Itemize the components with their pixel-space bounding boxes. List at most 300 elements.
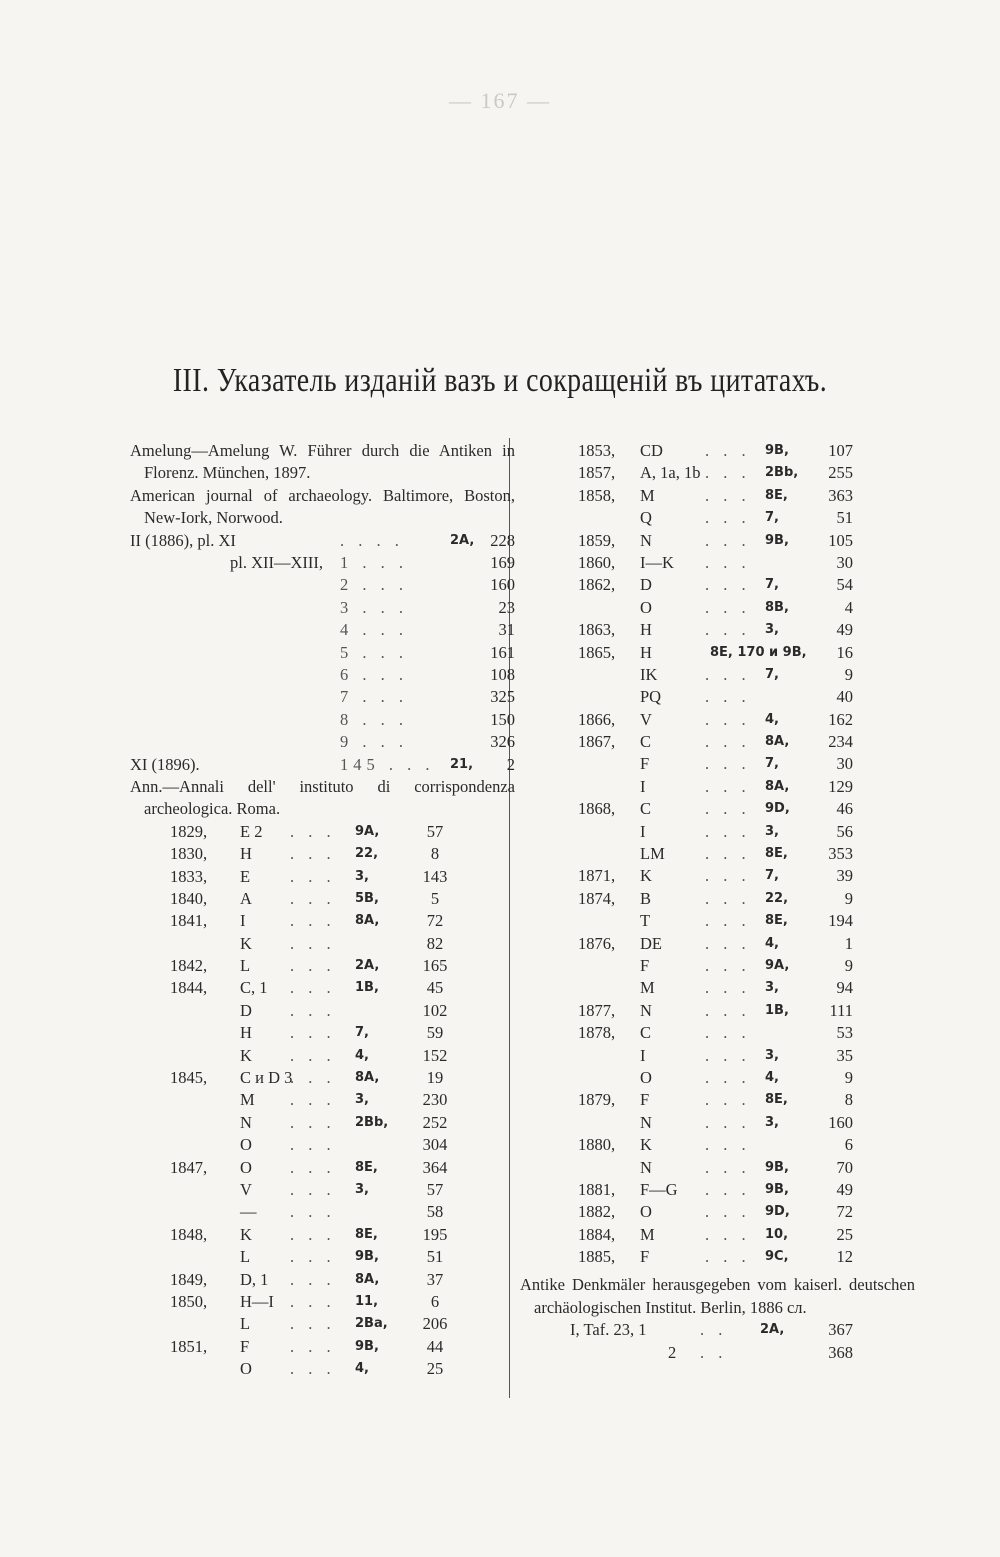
reference-number: 194 bbox=[828, 911, 853, 931]
plate: O bbox=[240, 1157, 252, 1177]
leader-dots: . . . bbox=[705, 821, 751, 841]
reference-code: 3, bbox=[765, 622, 779, 638]
year: 1845, bbox=[170, 1068, 208, 1088]
reference-code: 10, bbox=[765, 1226, 789, 1242]
table-row bbox=[130, 955, 515, 977]
leader-dots: . . . bbox=[290, 1314, 336, 1334]
reference-number: 25 bbox=[836, 1224, 853, 1244]
reference-number: 6 bbox=[430, 1291, 440, 1311]
reference-number: 206 bbox=[422, 1314, 448, 1334]
leader-dots: . . . bbox=[705, 1157, 751, 1177]
figure-number: . . . . bbox=[340, 530, 404, 550]
leader-dots: . . . bbox=[705, 1247, 751, 1267]
table-row bbox=[130, 574, 515, 596]
figure-number: 3 . . . bbox=[340, 597, 408, 617]
leader-dots: . . . bbox=[290, 978, 336, 998]
table-row bbox=[130, 1224, 515, 1246]
table-row bbox=[130, 709, 515, 731]
reference-code: 9B, bbox=[765, 443, 789, 458]
reference-code: 9D, bbox=[765, 1204, 790, 1220]
table-row bbox=[520, 1134, 915, 1156]
plate: K bbox=[240, 1045, 252, 1065]
table-row bbox=[520, 1022, 915, 1044]
plate: O bbox=[640, 1202, 652, 1222]
year: 1876, bbox=[578, 933, 616, 953]
plate: D bbox=[240, 1000, 252, 1020]
year: 1851, bbox=[170, 1336, 208, 1356]
leader-dots: . . . bbox=[705, 508, 751, 528]
plate: L bbox=[240, 956, 251, 976]
reference-code: 3, bbox=[765, 980, 779, 996]
plate: F bbox=[640, 1090, 650, 1110]
reference-code: 9B, bbox=[765, 1181, 789, 1197]
leader-dots: . . . bbox=[290, 1135, 336, 1155]
year: 1857, bbox=[578, 463, 616, 483]
table-row bbox=[130, 1269, 515, 1291]
reference-number: 44 bbox=[426, 1336, 444, 1356]
table-row bbox=[520, 1319, 915, 1341]
reference-number: 304 bbox=[422, 1135, 448, 1155]
table-row bbox=[130, 1291, 515, 1313]
leader-dots: . . . bbox=[290, 933, 336, 953]
reference-number: 30 bbox=[836, 754, 853, 774]
table-row bbox=[130, 530, 515, 552]
reference-code: 3, bbox=[765, 1114, 779, 1130]
plate: — bbox=[240, 1202, 257, 1222]
leader-dots: . . . bbox=[290, 1269, 336, 1289]
plate: L bbox=[240, 1247, 251, 1267]
reference-code: 22, bbox=[765, 890, 789, 906]
leader-dots: . . . bbox=[705, 1224, 751, 1244]
year: 1858, bbox=[578, 485, 616, 505]
reference-number: 23 bbox=[498, 597, 515, 617]
table-row bbox=[130, 821, 515, 843]
plate: F bbox=[640, 754, 650, 774]
leader-dots: . . . bbox=[705, 597, 751, 617]
plate: V bbox=[640, 709, 652, 729]
plate: K bbox=[640, 1135, 652, 1155]
reference-number: 255 bbox=[828, 463, 853, 483]
year: 1880, bbox=[578, 1135, 616, 1155]
reference-number: 252 bbox=[422, 1112, 448, 1132]
leader-dots: . . . bbox=[290, 866, 336, 886]
reference-number: 51 bbox=[426, 1247, 444, 1267]
reference-number: 161 bbox=[490, 642, 515, 662]
leader-dots: . . . bbox=[705, 1179, 751, 1199]
table-row bbox=[130, 977, 515, 999]
plate: A bbox=[240, 888, 252, 908]
plate: H bbox=[240, 1023, 252, 1043]
table-row bbox=[520, 843, 915, 865]
plate: D bbox=[640, 575, 652, 595]
reference-code: 3, bbox=[355, 1181, 369, 1197]
plate: O bbox=[240, 1359, 252, 1379]
plate: O bbox=[240, 1135, 252, 1155]
year: 1885, bbox=[578, 1247, 616, 1267]
figure-number: 145 . . . bbox=[340, 754, 435, 774]
table-row bbox=[520, 530, 915, 552]
leader-dots: . . . bbox=[705, 955, 751, 975]
reference-number: 59 bbox=[426, 1023, 444, 1043]
reference-code: 5B, bbox=[355, 890, 379, 906]
plate: C bbox=[640, 799, 652, 819]
leader-dots: . . . bbox=[290, 1112, 336, 1132]
reference-code: 8E, 170 и 9B, bbox=[710, 644, 807, 660]
table-row bbox=[130, 1045, 515, 1067]
plate: I—K bbox=[640, 552, 674, 572]
reference-code: 8B, bbox=[765, 599, 789, 615]
leader-dots: . . . bbox=[290, 821, 336, 841]
table-row bbox=[520, 1224, 915, 1246]
leader-dots: . . . bbox=[290, 1023, 336, 1043]
leader-dots: . . . bbox=[705, 1045, 751, 1065]
plate: F bbox=[240, 1336, 250, 1356]
leader-dots: . . . bbox=[705, 485, 751, 505]
plate: N bbox=[240, 1112, 252, 1132]
reference-number: 368 bbox=[828, 1342, 853, 1362]
reference-code: 3, bbox=[765, 1047, 779, 1063]
table-row bbox=[130, 552, 515, 574]
table-row bbox=[520, 910, 915, 932]
reference-code: 8E, bbox=[355, 1159, 378, 1175]
reference-code: 3, bbox=[765, 823, 779, 839]
table-row bbox=[130, 686, 515, 708]
leader-dots: . . . bbox=[705, 754, 751, 774]
plate: K bbox=[640, 866, 652, 886]
plate: A, 1a, 1b bbox=[640, 463, 701, 483]
leader-dots: . . . bbox=[705, 1202, 751, 1222]
reference-number: 49 bbox=[836, 1179, 853, 1199]
leader-dots: . . . bbox=[705, 552, 751, 572]
reference-number: 367 bbox=[828, 1320, 853, 1340]
reference-number: 107 bbox=[828, 441, 853, 460]
table-row bbox=[520, 1000, 915, 1022]
reference-number: 152 bbox=[422, 1045, 448, 1065]
plate: K bbox=[240, 933, 252, 953]
leader-dots: . . . bbox=[290, 1202, 336, 1222]
year: 1878, bbox=[578, 1023, 616, 1043]
plate-label: 2 bbox=[668, 1342, 677, 1362]
table-row bbox=[130, 664, 515, 686]
reference-code: 8A, bbox=[765, 778, 790, 794]
leader-dots: . . . bbox=[705, 664, 751, 684]
table-row bbox=[520, 597, 915, 619]
table-row bbox=[130, 1201, 515, 1223]
reference-code: 1B, bbox=[355, 980, 379, 996]
reference-code: 4, bbox=[765, 1069, 779, 1085]
table-row bbox=[130, 843, 515, 865]
reference-code: 7, bbox=[765, 510, 779, 526]
table-row bbox=[520, 664, 915, 686]
reference-code: 4, bbox=[355, 1361, 369, 1377]
year: 1859, bbox=[578, 530, 616, 550]
leader-dots: . . . bbox=[705, 1000, 751, 1020]
volume-label: XI (1896). bbox=[130, 754, 200, 774]
plate: M bbox=[640, 1224, 655, 1244]
page-number: — 167 — bbox=[449, 88, 551, 113]
table-row bbox=[130, 642, 515, 664]
reference-number: 325 bbox=[490, 687, 515, 707]
reference-number: 9 bbox=[844, 664, 853, 684]
reference-number: 6 bbox=[844, 1135, 853, 1155]
figure-number: 4 . . . bbox=[340, 620, 408, 640]
table-row bbox=[130, 1134, 515, 1156]
table-row bbox=[130, 731, 515, 753]
leader-dots: . . . bbox=[290, 1359, 336, 1379]
table-row bbox=[130, 1358, 515, 1380]
table-row bbox=[130, 1246, 515, 1268]
year: 1874, bbox=[578, 888, 616, 908]
table-row bbox=[520, 1201, 915, 1223]
plate: PQ bbox=[640, 687, 662, 707]
table-row bbox=[520, 1157, 915, 1179]
reference-code: 7, bbox=[765, 756, 779, 772]
plate: I bbox=[240, 911, 246, 931]
table-row bbox=[130, 1022, 515, 1044]
reference-number: 195 bbox=[422, 1224, 448, 1244]
plate: N bbox=[640, 1157, 652, 1177]
table-row bbox=[520, 709, 915, 731]
plate: L bbox=[240, 1314, 251, 1334]
leader-dots: . . . bbox=[705, 732, 751, 752]
left-column bbox=[130, 440, 515, 1381]
reference-number: 19 bbox=[426, 1068, 444, 1088]
reference-number: 363 bbox=[828, 485, 853, 505]
leader-dots: . . bbox=[700, 1342, 728, 1362]
reference-code: 9B, bbox=[355, 1249, 379, 1265]
leader-dots: . . . bbox=[705, 1135, 751, 1155]
reference-number: 9 bbox=[844, 888, 853, 908]
reference-code: 2A, bbox=[355, 958, 380, 974]
leader-dots: . . . bbox=[705, 620, 751, 640]
plate: H bbox=[640, 642, 652, 662]
table-row bbox=[520, 1089, 915, 1111]
year: 1877, bbox=[578, 1000, 616, 1020]
table-row bbox=[520, 686, 915, 708]
year: 1848, bbox=[170, 1224, 208, 1244]
table-row bbox=[130, 619, 515, 641]
reference-number: 234 bbox=[828, 732, 853, 752]
leader-dots: . . . bbox=[290, 1045, 336, 1065]
plate: F bbox=[640, 955, 650, 975]
table-row bbox=[520, 1045, 915, 1067]
reference-number: 40 bbox=[836, 687, 853, 707]
leader-dots: . . . bbox=[705, 866, 751, 886]
annali-entry: Ann.—Annali dell' instituto di corrispondenza archeologica. Roma. bbox=[130, 776, 515, 819]
plate: H—I bbox=[240, 1291, 274, 1311]
reference-number: 9 bbox=[844, 955, 853, 975]
reference-code: 21, bbox=[450, 756, 474, 772]
leader-dots: . . . bbox=[705, 575, 751, 595]
reference-number: 8 bbox=[844, 1090, 853, 1110]
plate: K bbox=[240, 1224, 252, 1244]
plate: N bbox=[640, 1112, 652, 1132]
reference-number: 169 bbox=[490, 553, 515, 573]
reference-number: 70 bbox=[836, 1157, 853, 1177]
table-row bbox=[520, 1246, 915, 1268]
reference-number: 37 bbox=[426, 1269, 444, 1289]
leader-dots: . . . bbox=[705, 844, 751, 864]
reference-code: 9D, bbox=[765, 801, 790, 817]
year: 1840, bbox=[170, 888, 208, 908]
reference-number: 160 bbox=[490, 575, 515, 595]
year: 1833, bbox=[170, 866, 208, 886]
table-row bbox=[130, 1089, 515, 1111]
table-row bbox=[130, 1112, 515, 1134]
reference-code: 11, bbox=[355, 1293, 379, 1309]
reference-number: 82 bbox=[426, 933, 444, 953]
reference-code: 7, bbox=[355, 1025, 369, 1041]
reference-number: 165 bbox=[422, 956, 448, 976]
plate: DE bbox=[640, 933, 662, 953]
leader-dots: . . . bbox=[705, 530, 751, 550]
aja-entry: American journal of archaeology. Baltimore, Boston, New-Iork, Norwood. bbox=[130, 485, 515, 528]
plate: H bbox=[640, 620, 652, 640]
table-row bbox=[130, 1067, 515, 1089]
reference-number: 108 bbox=[490, 664, 515, 684]
plate: F—G bbox=[640, 1179, 678, 1199]
reference-code: 3, bbox=[355, 1092, 369, 1108]
reference-code: 9C, bbox=[765, 1249, 789, 1265]
reference-number: 150 bbox=[490, 709, 515, 729]
table-row bbox=[520, 507, 915, 529]
year: 1867, bbox=[578, 732, 616, 752]
reference-number: 46 bbox=[836, 799, 853, 819]
leader-dots: . . . bbox=[290, 1000, 336, 1020]
year: 1865, bbox=[578, 642, 616, 662]
year: 1847, bbox=[170, 1157, 208, 1177]
reference-code: 9B, bbox=[355, 1338, 379, 1354]
reference-number: 31 bbox=[498, 620, 515, 640]
reference-number: 56 bbox=[836, 821, 853, 841]
plate: IK bbox=[640, 664, 658, 684]
year: 1841, bbox=[170, 911, 208, 931]
year: 1882, bbox=[578, 1202, 616, 1222]
year: 1884, bbox=[578, 1224, 616, 1244]
table-row bbox=[130, 888, 515, 910]
reference-number: 72 bbox=[836, 1202, 853, 1222]
year: 1879, bbox=[578, 1090, 616, 1110]
reference-number: 160 bbox=[828, 1112, 853, 1132]
table-row bbox=[130, 1179, 515, 1201]
leader-dots: . . bbox=[700, 1320, 728, 1340]
year: 1830, bbox=[170, 844, 208, 864]
right-column bbox=[520, 440, 915, 1364]
reference-code: 8E, bbox=[355, 1226, 378, 1242]
plate: C bbox=[640, 1023, 652, 1043]
plate: O bbox=[640, 597, 652, 617]
year: 1881, bbox=[578, 1179, 616, 1199]
reference-number: 111 bbox=[829, 1000, 853, 1020]
table-row bbox=[520, 731, 915, 753]
section-title: III. Указатель изданій вазъ и сокращеній въ цитатахъ. bbox=[172, 362, 828, 399]
reference-number: 102 bbox=[422, 1000, 448, 1020]
year: 1849, bbox=[170, 1269, 208, 1289]
plate: N bbox=[640, 530, 652, 550]
table-row bbox=[520, 776, 915, 798]
reference-code: 2A, bbox=[760, 1322, 785, 1338]
reference-code: 9B, bbox=[765, 1159, 789, 1175]
reference-number: 25 bbox=[426, 1359, 444, 1379]
reference-code: 8E, bbox=[765, 846, 788, 862]
year: 1871, bbox=[578, 866, 616, 886]
reference-number: 364 bbox=[422, 1157, 448, 1177]
year: 1866, bbox=[578, 709, 616, 729]
leader-dots: . . . bbox=[290, 956, 336, 976]
figure-number: 1 . . . bbox=[340, 553, 408, 573]
figure-number: 9 . . . bbox=[340, 732, 408, 752]
plate: Q bbox=[640, 508, 652, 528]
leader-dots: . . . bbox=[290, 1157, 336, 1177]
leader-dots: . . . bbox=[705, 1023, 751, 1043]
reference-number: 35 bbox=[836, 1045, 853, 1065]
reference-code: 3, bbox=[355, 868, 369, 884]
antike-entry: Antike Denkmäler herausgegeben vom kaiserl. deutschen archäologischen Institut. Berlin, 1886 сл. bbox=[520, 1275, 915, 1317]
table-row bbox=[130, 1000, 515, 1022]
table-row bbox=[520, 1342, 915, 1364]
plate: M bbox=[240, 1090, 255, 1110]
table-row bbox=[130, 1157, 515, 1179]
table-row bbox=[520, 977, 915, 999]
reference-code: 8E, bbox=[765, 487, 788, 503]
reference-code: 8E, bbox=[765, 913, 788, 929]
leader-dots: . . . bbox=[705, 441, 751, 460]
table-row bbox=[520, 1179, 915, 1201]
plate-label: pl. XII—XIII, bbox=[230, 553, 324, 573]
reference-number: 9 bbox=[844, 1067, 853, 1087]
reference-number: 94 bbox=[836, 978, 853, 998]
figure-number: 6 . . . bbox=[340, 664, 408, 684]
plate: M bbox=[640, 485, 655, 505]
amelung-entry: Amelung—Amelung W. Führer durch die Antiken in Florenz. München, 1897. bbox=[130, 441, 515, 483]
year: 1842, bbox=[170, 956, 208, 976]
year: 1862, bbox=[578, 575, 616, 595]
leader-dots: . . . bbox=[290, 1291, 336, 1311]
reference-code: 1B, bbox=[765, 1002, 789, 1018]
table-row bbox=[520, 798, 915, 820]
reference-number: 326 bbox=[490, 732, 515, 752]
reference-number: 53 bbox=[836, 1023, 853, 1043]
leader-dots: . . . bbox=[705, 709, 751, 729]
reference-number: 57 bbox=[426, 1179, 444, 1199]
figure-number: 2 . . . bbox=[340, 575, 408, 595]
reference-code: 2Bb, bbox=[355, 1114, 389, 1130]
year: 1850, bbox=[170, 1291, 208, 1311]
reference-number: 2 bbox=[506, 754, 515, 774]
reference-code: 8A, bbox=[355, 1070, 380, 1086]
reference-number: 162 bbox=[828, 709, 853, 729]
reference-code: 8A, bbox=[355, 1271, 380, 1287]
plate: I bbox=[640, 821, 646, 841]
figure-number: 8 . . . bbox=[340, 709, 408, 729]
reference-number: 72 bbox=[426, 911, 444, 931]
reference-code: 4, bbox=[765, 935, 779, 951]
plate: H bbox=[240, 844, 252, 864]
table-row bbox=[130, 754, 515, 776]
plate: B bbox=[640, 888, 652, 908]
reference-code: 9A, bbox=[765, 957, 790, 973]
plate: O bbox=[640, 1067, 652, 1087]
table-row bbox=[130, 866, 515, 888]
reference-number: 105 bbox=[828, 530, 853, 550]
reference-code: 4, bbox=[355, 1047, 369, 1063]
leader-dots: . . . bbox=[705, 911, 751, 931]
leader-dots: . . . bbox=[290, 911, 336, 931]
table-row bbox=[520, 642, 915, 664]
table-row bbox=[520, 619, 915, 641]
leader-dots: . . . bbox=[705, 888, 751, 908]
reference-number: 230 bbox=[422, 1090, 448, 1110]
